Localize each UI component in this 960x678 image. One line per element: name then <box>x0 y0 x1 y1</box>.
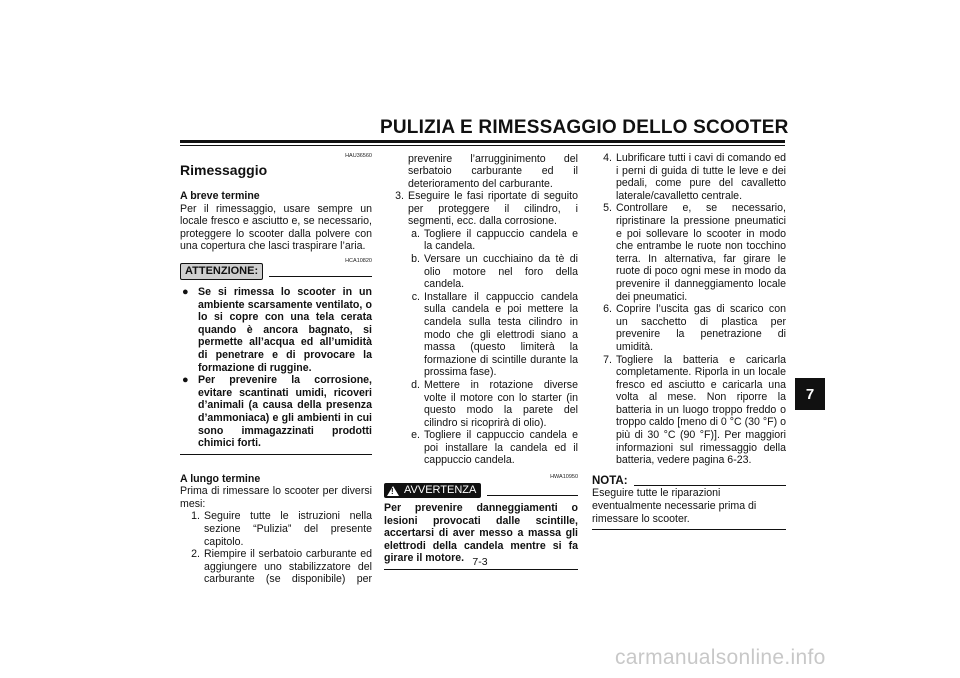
list-item <box>384 190 578 228</box>
step-text: Coprire l’uscita gas di scarico con un sacchetto di plastica per prevenire la penetrazione di umidità. <box>616 303 786 353</box>
list-item <box>384 228 578 253</box>
attention-end-rule <box>180 454 372 455</box>
step-number: 7. <box>603 353 612 366</box>
column-right <box>592 152 786 530</box>
warning-header <box>384 483 578 498</box>
watermark: carmanualsonline.info <box>615 646 826 669</box>
substep-letter: c. <box>411 290 420 303</box>
list-item <box>384 379 578 429</box>
step-text-continued: prevenire l’arrugginimento del serbatoio carburante ed il deterioramento del carburante. <box>408 152 578 190</box>
short-term-heading: A breve termine <box>180 190 260 202</box>
list-item <box>592 303 786 353</box>
warning-triangle-icon: ! <box>387 486 399 496</box>
list-item <box>384 429 578 467</box>
long-term-intro: Prima di rimessare lo scooter per diversi mesi: <box>180 485 372 510</box>
substep-text: Versare un cucchiaino da tè di olio motore nel foro della candela. <box>424 252 578 291</box>
attention-item <box>180 286 372 374</box>
step-text: Seguire tutte le istruzioni nella sezione “Pulizia” del presente capitolo. <box>204 510 372 548</box>
attention-item-text: Per prevenire la corrosione, evitare scantinati umidi, ricoveri d’animali (a causa della presenza d’ammoniaca) e gli ambienti in cui sono immagazzinati prodotti chimici forti. <box>198 374 372 450</box>
attention-header <box>180 259 372 280</box>
substep-text: Installare il cappuccio candela sulla candela e poi mettere la candela sulla testa cilindro in modo che gli elettrodi siano a massa (questo limiterà la formazione di scintille durante la prossima fase). <box>424 290 578 379</box>
note-rule <box>634 485 786 486</box>
page-header-title: PULIZIA E RIMESSAGGIO DELLO SCOOTER <box>380 117 789 138</box>
section-title: Rimessaggio <box>180 162 268 178</box>
warning-label: AVVERTENZA <box>404 484 477 497</box>
step-number: 3. <box>395 190 404 202</box>
bullet-icon: ● <box>182 285 189 298</box>
warning-rule <box>487 495 578 496</box>
step-number: 4. <box>603 152 612 164</box>
short-term-text: Per il rimessaggio, usare sempre un locale fresco e asciutto e, se necessario, proteggere lo scooter dalla polvere con una copertura che lasci traspirare l’aria. <box>180 202 372 253</box>
header-rule-thin <box>180 145 785 146</box>
attention-block <box>180 259 372 455</box>
column-middle <box>384 152 578 570</box>
warning-label-box <box>384 483 481 498</box>
list-item <box>592 202 786 303</box>
warning-code: HWA10950 <box>550 474 578 481</box>
substep-text: Mettere in rotazione diverse volte il motore con lo starter (in questo modo la parete del cilindro si ricoprirà di olio). <box>424 378 578 429</box>
chapter-tab: 7 <box>795 378 825 410</box>
warning-text: Per prevenire danneggiamenti o lesioni provocati dalle scintille, accertarsi di aver messo a massa gli elettrodi della candela mentre si fa girare il motore. <box>384 502 578 565</box>
note-header <box>592 475 786 488</box>
step-number: 6. <box>603 303 612 316</box>
header-rule-thick <box>180 140 785 143</box>
long-term-heading: A lungo termine <box>180 472 261 485</box>
step-text: Controllare e, se necessario, ripristinare la pressione pneumatici e poi sollevare lo scooter in modo che entrambe le ruote non tocchino terra. In alternativa, far girare le ruote di poco ogni mese in modo da prevenire il danneggiamento locale dei pneumatici. <box>616 202 786 303</box>
note-label: NOTA: <box>592 474 628 487</box>
list-item <box>384 152 578 190</box>
step-text: Lubrificare tutti i cavi di comando ed i perni di guida di tutte le leve e dei pedali, come pure del cavalletto laterale/cavalletto centrale. <box>616 152 786 202</box>
section-code: HAU36560 <box>345 153 372 159</box>
list-item <box>384 291 578 379</box>
long-term-steps-3 <box>384 152 578 467</box>
list-item <box>180 548 372 586</box>
substep-letter: b. <box>411 252 420 265</box>
step-text: Riempire il serbatoio carburante ed aggiungere uno stabilizzatore del carburante (se disponibile) per <box>204 548 372 586</box>
attention-item-text: Se si rimessa lo scooter in un ambiente scarsamente ventilato, o lo si copre con una tela cerata quando è ancora bagnato, si permette all’acqua ed all’umidità di penetrare e di provocare la formazione di ruggine. <box>198 285 372 374</box>
substep-text: Togliere il cappuccio candela e poi installare la candela ed il cappuccio candela. <box>424 429 578 467</box>
list-item <box>384 253 578 291</box>
bullet-icon: ● <box>182 374 189 387</box>
column-left <box>180 152 372 586</box>
step-number: 5. <box>603 202 612 215</box>
long-term-steps-1-2 <box>180 510 372 586</box>
substep-text: Togliere il cappuccio candela e la candela. <box>424 227 578 253</box>
step-text: Eseguire le fasi riportate di seguito per proteggere il cilindro, i segmenti, ecc. dalla corrosione. <box>408 190 578 228</box>
substep-letter: a. <box>411 227 420 240</box>
attention-code: HCA10820 <box>345 257 372 264</box>
note-end-rule <box>592 529 786 530</box>
page-number: 7-3 <box>472 556 488 568</box>
step-text: Togliere la batteria e caricarla completamente. Riporla in un locale fresco ed asciutto e caricarla una volta al mese. Non riporre la batteria in un luogo troppo freddo o troppo caldo [meno di 0 °C (30 °F) o più di 30 °C (90 °F)]. Per maggiori informazioni sul rimessaggio della batteria, vedere pagina 6-23. <box>616 353 786 467</box>
list-item <box>180 510 372 548</box>
attention-list <box>180 286 372 450</box>
substep-letter: d. <box>411 378 420 391</box>
list-item <box>592 152 786 202</box>
attention-item <box>180 374 372 450</box>
attention-label: ATTENZIONE: <box>180 263 263 280</box>
warning-end-rule <box>384 569 578 570</box>
step-number: 2. <box>191 548 200 561</box>
note-text: Eseguire tutte le riparazioni eventualmente necessarie prima di rimessare lo scooter. <box>592 487 757 525</box>
substep-letter: e. <box>411 429 420 442</box>
attention-rule <box>269 276 372 277</box>
list-item <box>592 354 786 467</box>
long-term-steps-4-7 <box>592 152 786 467</box>
step-number: 1. <box>191 510 200 523</box>
